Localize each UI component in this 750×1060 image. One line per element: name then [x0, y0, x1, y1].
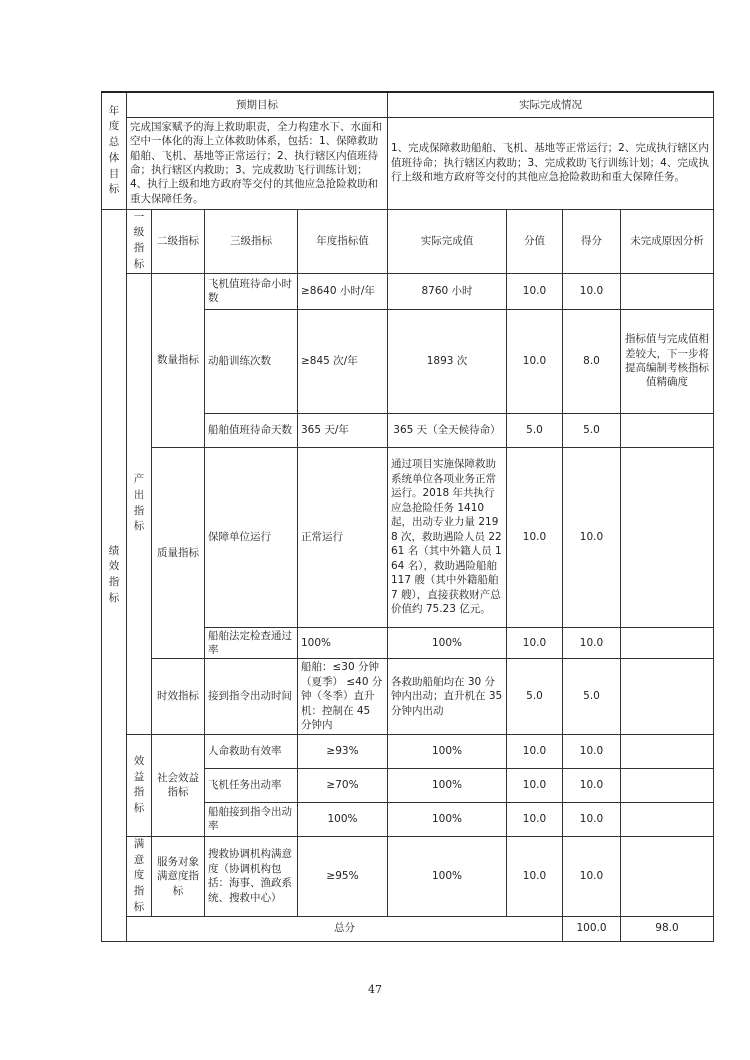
target-cell: ≥95%: [298, 836, 388, 916]
score-header: 得分: [563, 209, 621, 273]
score-cell: 10.0: [563, 273, 621, 309]
level2-quality: 质量指标: [152, 447, 205, 659]
performance-table: [101, 91, 714, 942]
reason-header: 未完成原因分析: [621, 209, 714, 273]
target-cell: 100%: [298, 627, 388, 659]
target-cell: ≥93%: [298, 734, 388, 768]
value-cell: 10.0: [507, 836, 563, 916]
value-cell: 5.0: [507, 659, 563, 734]
actual-cell: 100%: [388, 734, 507, 768]
actual-cell: 通过项目实施保障救助系统单位各项业务正常运行。2018 年共执行应急抢险任务 1410 起，出动专业力量 2198 次，救助遇险人员 2261 名（其中外籍人员 164 名），救助遇险船舶 117 艘（其中外籍船舶 7 艘），直接获救财产总价值约 75.23 亿元。: [388, 447, 507, 627]
level3-cell: 船舶值班待命天数: [205, 413, 298, 447]
level2-header: 二级指标: [152, 209, 205, 273]
score-cell: 10.0: [563, 768, 621, 802]
target-cell: 正常运行: [298, 447, 388, 627]
actual-cell: 365 天（全天候待命）: [388, 413, 507, 447]
level2-service: 服务对象满意度指标: [152, 836, 205, 916]
total-label: 总分: [127, 916, 563, 941]
actual-cell: 各救助船舶均在 30 分钟内出动；直升机在 35 分钟内出动: [388, 659, 507, 734]
target-cell: ≥845 次/年: [298, 309, 388, 413]
reason-cell: [621, 447, 714, 627]
value-header: 分值: [507, 209, 563, 273]
level3-cell: 船舶接到指令出动率: [205, 802, 298, 836]
target-cell: 船舶：≤30 分钟（夏季） ≤40 分钟（冬季）直升机：控制在 45 分钟内: [298, 659, 388, 734]
level3-cell: 飞机任务出动率: [205, 768, 298, 802]
table-row: [102, 447, 714, 627]
level3-cell: 人命救助有效率: [205, 734, 298, 768]
expected-goal-text: 完成国家赋予的海上救助职责，全力构建水下、水面和空中一体化的海上立体救助体系，包括：1、保障救助船舶、飞机、基地等正常运行；2、执行辖区内值班待命；执行辖区内救助；3、完成救助飞行训练计划；4、执行上级和地方政府等交付的其他应急抢险救助和重大保障任务。: [127, 117, 388, 209]
reason-cell: [621, 627, 714, 659]
value-cell: 10.0: [507, 627, 563, 659]
reason-cell: [621, 659, 714, 734]
target-cell: ≥8640 小时/年: [298, 273, 388, 309]
value-cell: 10.0: [507, 273, 563, 309]
level1-benefit: 效益指标: [127, 734, 152, 836]
target-header: 年度指标值: [298, 209, 388, 273]
score-cell: 8.0: [563, 309, 621, 413]
reason-cell: [621, 273, 714, 309]
level3-cell: 搜救协调机构满意度（协调机构包括：海事、渔政系统、搜救中心）: [205, 836, 298, 916]
level1-header: 一级指标: [127, 209, 152, 273]
value-cell: 10.0: [507, 309, 563, 413]
level2-timeliness: 时效指标: [152, 659, 205, 734]
score-cell: 10.0: [563, 734, 621, 768]
value-cell: 5.0: [507, 413, 563, 447]
level2-quantity: 数量指标: [152, 273, 205, 447]
total-value: 100.0: [563, 916, 621, 941]
level1-satisfaction: 满意度指标: [127, 836, 152, 916]
actual-completion-header: 实际完成情况: [388, 92, 714, 117]
reason-cell: [621, 413, 714, 447]
goal-header-row: [102, 92, 714, 117]
goal-content-row: [102, 117, 714, 209]
actual-cell: 100%: [388, 836, 507, 916]
level3-cell: 动船训练次数: [205, 309, 298, 413]
score-cell: 10.0: [563, 627, 621, 659]
reason-cell: [621, 836, 714, 916]
level3-cell: 接到指令出动时间: [205, 659, 298, 734]
score-cell: 10.0: [563, 447, 621, 627]
table-row: [102, 659, 714, 734]
value-cell: 10.0: [507, 802, 563, 836]
value-cell: 10.0: [507, 734, 563, 768]
reason-cell: [621, 802, 714, 836]
total-row: [102, 916, 714, 941]
score-cell: 5.0: [563, 659, 621, 734]
actual-cell: 100%: [388, 768, 507, 802]
indicator-header-row: [102, 209, 714, 273]
level3-cell: 飞机值班待命小时数: [205, 273, 298, 309]
level3-header: 三级指标: [205, 209, 298, 273]
actual-cell: 100%: [388, 802, 507, 836]
table-row: [102, 734, 714, 768]
actual-header: 实际完成值: [388, 209, 507, 273]
level2-social: 社会效益指标: [152, 734, 205, 836]
table-row: [102, 836, 714, 916]
total-score: 98.0: [621, 916, 714, 941]
target-cell: ≥70%: [298, 768, 388, 802]
target-cell: 100%: [298, 802, 388, 836]
level3-cell: 船舶法定检查通过率: [205, 627, 298, 659]
reason-cell: 指标值与完成值相差较大，下一步将提高编制考核指标值精确度: [621, 309, 714, 413]
actual-cell: 1893 次: [388, 309, 507, 413]
actual-completion-text: 1、完成保障救助船舶、飞机、基地等正常运行；2、完成执行辖区内值班待命；执行辖区内救助；3、完成救助飞行训练计划；4、完成执行上级和地方政府等交付的其他应急抢险救助和重大保障任务。: [388, 117, 714, 209]
expected-goal-header: 预期目标: [127, 92, 388, 117]
actual-cell: 100%: [388, 627, 507, 659]
actual-cell: 8760 小时: [388, 273, 507, 309]
score-cell: 10.0: [563, 802, 621, 836]
value-cell: 10.0: [507, 447, 563, 627]
goal-label: 年度总体目标: [102, 92, 127, 209]
reason-cell: [621, 734, 714, 768]
level3-cell: 保障单位运行: [205, 447, 298, 627]
value-cell: 10.0: [507, 768, 563, 802]
reason-cell: [621, 768, 714, 802]
table-row: [102, 273, 714, 309]
page-number: 47: [368, 983, 382, 996]
level1-output: 产出指标: [127, 273, 152, 734]
score-cell: 10.0: [563, 836, 621, 916]
perf-label: 绩效指标: [102, 209, 127, 941]
score-cell: 5.0: [563, 413, 621, 447]
target-cell: 365 天/年: [298, 413, 388, 447]
